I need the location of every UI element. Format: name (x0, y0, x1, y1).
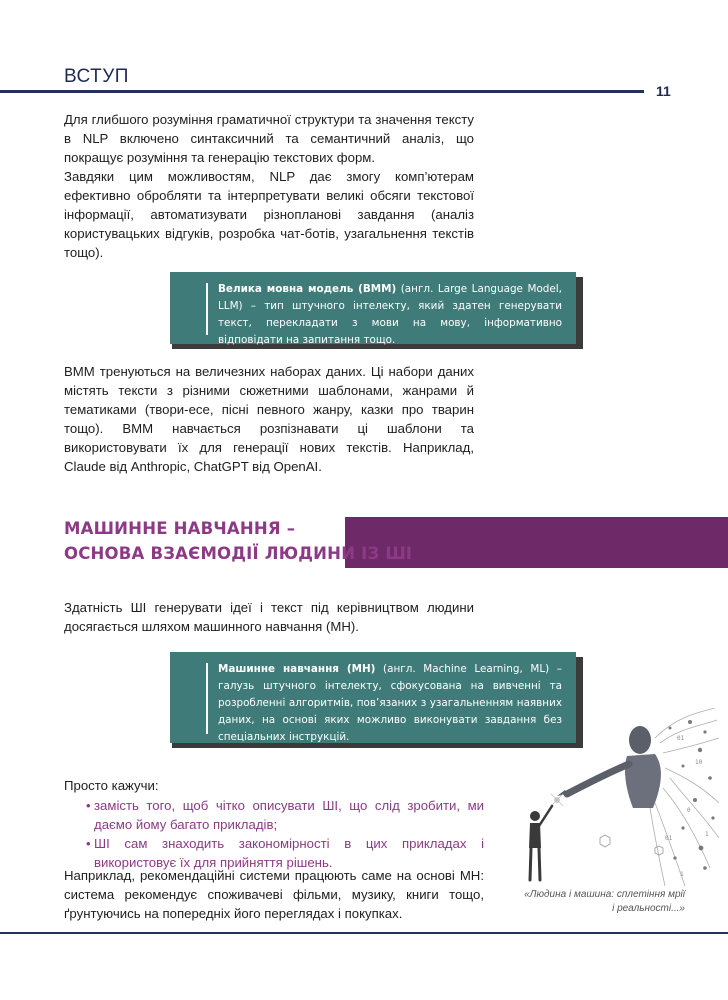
human-machine-illustration (505, 708, 720, 888)
paragraph-recommender-example: Наприклад, рекомендаційні системи працюють саме на основі МН: система рекомендує споживачеві фільми, музику, книги тощо, ґрунтуючись на попередніх його переглядах і покупках. (64, 868, 484, 921)
list-item: • замість того, щоб чітко описувати ШІ, що слід зробити, ми даємо йому багато прикладів; (86, 798, 484, 832)
section-header-title: ВСТУП (64, 66, 129, 87)
paragraph-nlp-capabilities: Завдяки цим можливостям, NLP дає змогу комп’ютерам ефективно обробляти та інтерпретувати великі обсяги текстової інформації, автоматизувати різнопланові завдання (аналіз користувацьких відгуків, розробка чат-ботів, узагальнення текстів тощо). (64, 169, 474, 260)
svg-text:01: 01 (665, 835, 673, 842)
definition-text: (англ. Machine Learning, ML) – галузь штучного інтелекту, сфокусована на вивченні та розробленні алгоритмів, пов’язаних з узагальненням наявних даних, на основі яких можливо виконувати завдання без спеціальних інструкцій. (218, 663, 562, 743)
footer-divider (0, 932, 728, 934)
svg-text:0: 0 (687, 807, 691, 814)
paragraph-llm-training: ВММ тренуються на величезних наборах даних. Ці набори даних містять тексти з різними сюжетними шаблонами, жанрами й тематиками (твори-есе, пісні певного жанру, казки про тварин тощо). ВММ навчається розпізнавати ці шаблони та використовувати їх для генерації нових текстів. Наприклад, Claude від Anthropic, ChatGPT від OpenAI. (64, 364, 474, 474)
paragraph-nlp-analysis: Для глибшого розуміння граматичної структури та значення тексту в NLP включено синтаксичний та семантичний аналіз, що покращує розуміння та генерацію текстових форм. (64, 112, 474, 165)
list-item: • ШІ сам знаходить закономірності в цих прикладах і використовує їх для прийняття рішень. (86, 836, 484, 870)
header-divider (0, 90, 644, 93)
callout-accent-bar (206, 283, 208, 335)
definition-callout-llm (170, 272, 576, 344)
section-heading-line2: ОСНОВА ВЗАЄМОДІЇ ЛЮДИНИ ІЗ ШІ (64, 544, 413, 563)
illustration-caption: «Людина і машина: сплетіння мрії і реальності...» (524, 889, 685, 914)
simple-explanation-list (64, 776, 484, 872)
svg-text:01: 01 (677, 735, 685, 742)
paragraph-ml-intro: Здатність ШІ генерувати ідеї і текст під керівництвом людини досягається шляхом машинного навчання (МН). (64, 600, 474, 634)
section-heading-line1: МАШИННЕ НАВЧАННЯ – (64, 519, 296, 538)
list-intro: Просто кажучи: (64, 778, 159, 793)
svg-text:1: 1 (705, 831, 709, 838)
definition-text: (англ. Large Language Model, LLM) – тип штучного інтелекту, який здатен генерувати текст, перекладати з мови на мову, інформативно відповідати на запитання тощо. (218, 283, 562, 346)
definition-term: Велика мовна модель (ВММ) (218, 283, 397, 295)
callout-accent-bar (206, 663, 208, 734)
section-heading (64, 516, 412, 566)
svg-text:1: 1 (680, 871, 684, 878)
svg-text:10: 10 (695, 759, 703, 766)
definition-term: Машинне навчання (МН) (218, 663, 376, 675)
page-number: 11 (656, 83, 671, 99)
